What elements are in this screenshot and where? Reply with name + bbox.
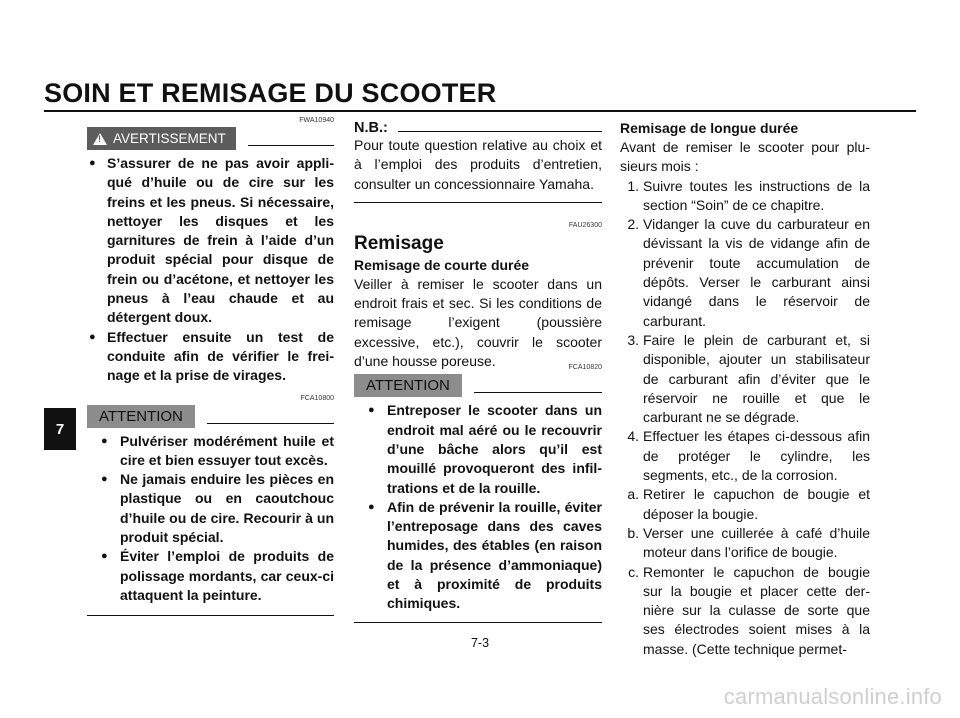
section-code: FAU26300 <box>568 221 602 229</box>
short-storage-text: Veiller à remiser le scooter dans un endroit frais et sec. Si les conditions de remisage l’exigent (poussière excessive, etc.), couvrir le scooter d’une housse poreuse. <box>354 275 602 370</box>
attention-end-rule-2 <box>354 622 602 623</box>
section-title: Remisage <box>354 232 444 254</box>
nb-text: Pour toute question relative au choix et à l’emploi des produits d’entretien, consulter un concessionnaire Yamaha. <box>354 137 602 192</box>
list-item: ● Pulvériser modérément huile et cire et bien essuyer tout excès. <box>87 432 334 471</box>
right-column <box>620 116 870 659</box>
chapter-tab[interactable]: 7 <box>44 408 76 450</box>
list-item: ● Effectuer ensuite un test de conduite afin de vérifier le freinage et la prise de virages. <box>87 328 334 386</box>
attention-code-2: FCA10820 <box>568 364 602 372</box>
warning-header <box>87 127 334 150</box>
attention-badge-2: ATTENTION <box>354 374 462 397</box>
attention-end-rule <box>87 615 334 616</box>
nb-label: N.B.: <box>354 120 388 136</box>
list-item: c. Remonter le capuchon de bougie sur la bougie et placer cette dernière sur la culasse de sorte que ses électrodes soient mises à la masse. (Cette technique permet- <box>628 563 870 657</box>
attention-header-2 <box>354 374 602 397</box>
warning-label: AVERTISSEMENT <box>113 131 226 146</box>
list-item: 3. Faire le plein de carburant et, si disponible, ajouter un stabilisateur de carburant afin d’éviter que le réservoir ne rouille et que le carburant ne se dégrade. <box>627 331 870 426</box>
long-storage-intro: Avant de remiser le scooter pour plusieurs mois : <box>620 139 870 175</box>
attention-header <box>87 405 334 428</box>
attention-code: FCA10800 <box>300 394 334 402</box>
title-rule <box>44 110 916 112</box>
list-item: ● Afin de prévenir la rouille, éviter l’entreposage dans des caves humides, des étables (en raison de la présence d’ammoniaque) et à proximité de produits chimiques. <box>354 498 602 614</box>
nb-end-rule <box>354 202 602 203</box>
watermark: carmanualsonline.info <box>723 684 942 709</box>
list-item: ● Entreposer le scooter dans un endroit mal aéré ou le recouvrir d’une bâche alors qu’il est mouillé provoqueront des infiltrations et de la rouille. <box>354 401 602 497</box>
long-storage-title: Remisage de longue durée <box>620 120 799 136</box>
attention-header-rule <box>207 423 334 424</box>
warning-header-rule <box>248 145 334 146</box>
list-item: b. Verser une cuillerée à café d’huile moteur dans l’orifice de bougie. <box>627 524 870 561</box>
page-title: SOIN ET REMISAGE DU SCOOTER <box>44 78 497 108</box>
middle-column <box>354 116 602 623</box>
storage-steps <box>620 177 870 659</box>
nb-header-rule <box>398 131 602 132</box>
list-item: 2. Vidanger la cuve du carburateur en dévissant la vis de vidange afin de prévenir toute accumulation de dépôts. Verser le carburant ainsi vidangé dans le réservoir de carburant. <box>627 216 870 329</box>
attention-list <box>87 432 334 606</box>
list-item: ● Ne jamais enduire les pièces en plastique ou en caoutchouc d’huile ou de cire. Recourir à un produit spécial. <box>87 470 334 547</box>
list-item: a. Retirer le capuchon de bougie et déposer la bougie. <box>627 486 870 522</box>
nb-header <box>354 120 602 136</box>
list-item: 4. Effectuer les étapes ci-dessous afin de protéger le cylindre, les segments, etc., de la corrosion. <box>627 428 870 484</box>
list-item: ● Éviter l’emploi de produits de polissage mordants, car ceux-ci attaquent la peinture. <box>87 547 334 605</box>
list-item: ● S’assurer de ne pas avoir appliqué d’huile ou de cire sur les freins et les pneus. Si nécessaire, nettoyer les disques et les garnitures de frein à l’aide d’un produit spécial pour disque de frein ou d’acétone, et nettoyer les pneus à l’eau chaude et au détergent doux. <box>87 154 334 328</box>
warning-triangle-icon <box>93 133 107 145</box>
warning-list <box>87 154 334 386</box>
attention-header-rule-2 <box>474 392 602 393</box>
left-column <box>87 116 334 616</box>
warning-code: FWA10940 <box>299 117 334 124</box>
short-storage-title: Remisage de courte durée <box>354 256 530 273</box>
page-number: 7-3 <box>470 636 490 650</box>
attention-badge: ATTENTION <box>87 405 195 428</box>
attention-list-2 <box>354 401 602 613</box>
warning-badge <box>87 127 236 150</box>
list-item: 1. Suivre toutes les instructions de la section “Soin” de ce chapitre. <box>627 177 870 213</box>
